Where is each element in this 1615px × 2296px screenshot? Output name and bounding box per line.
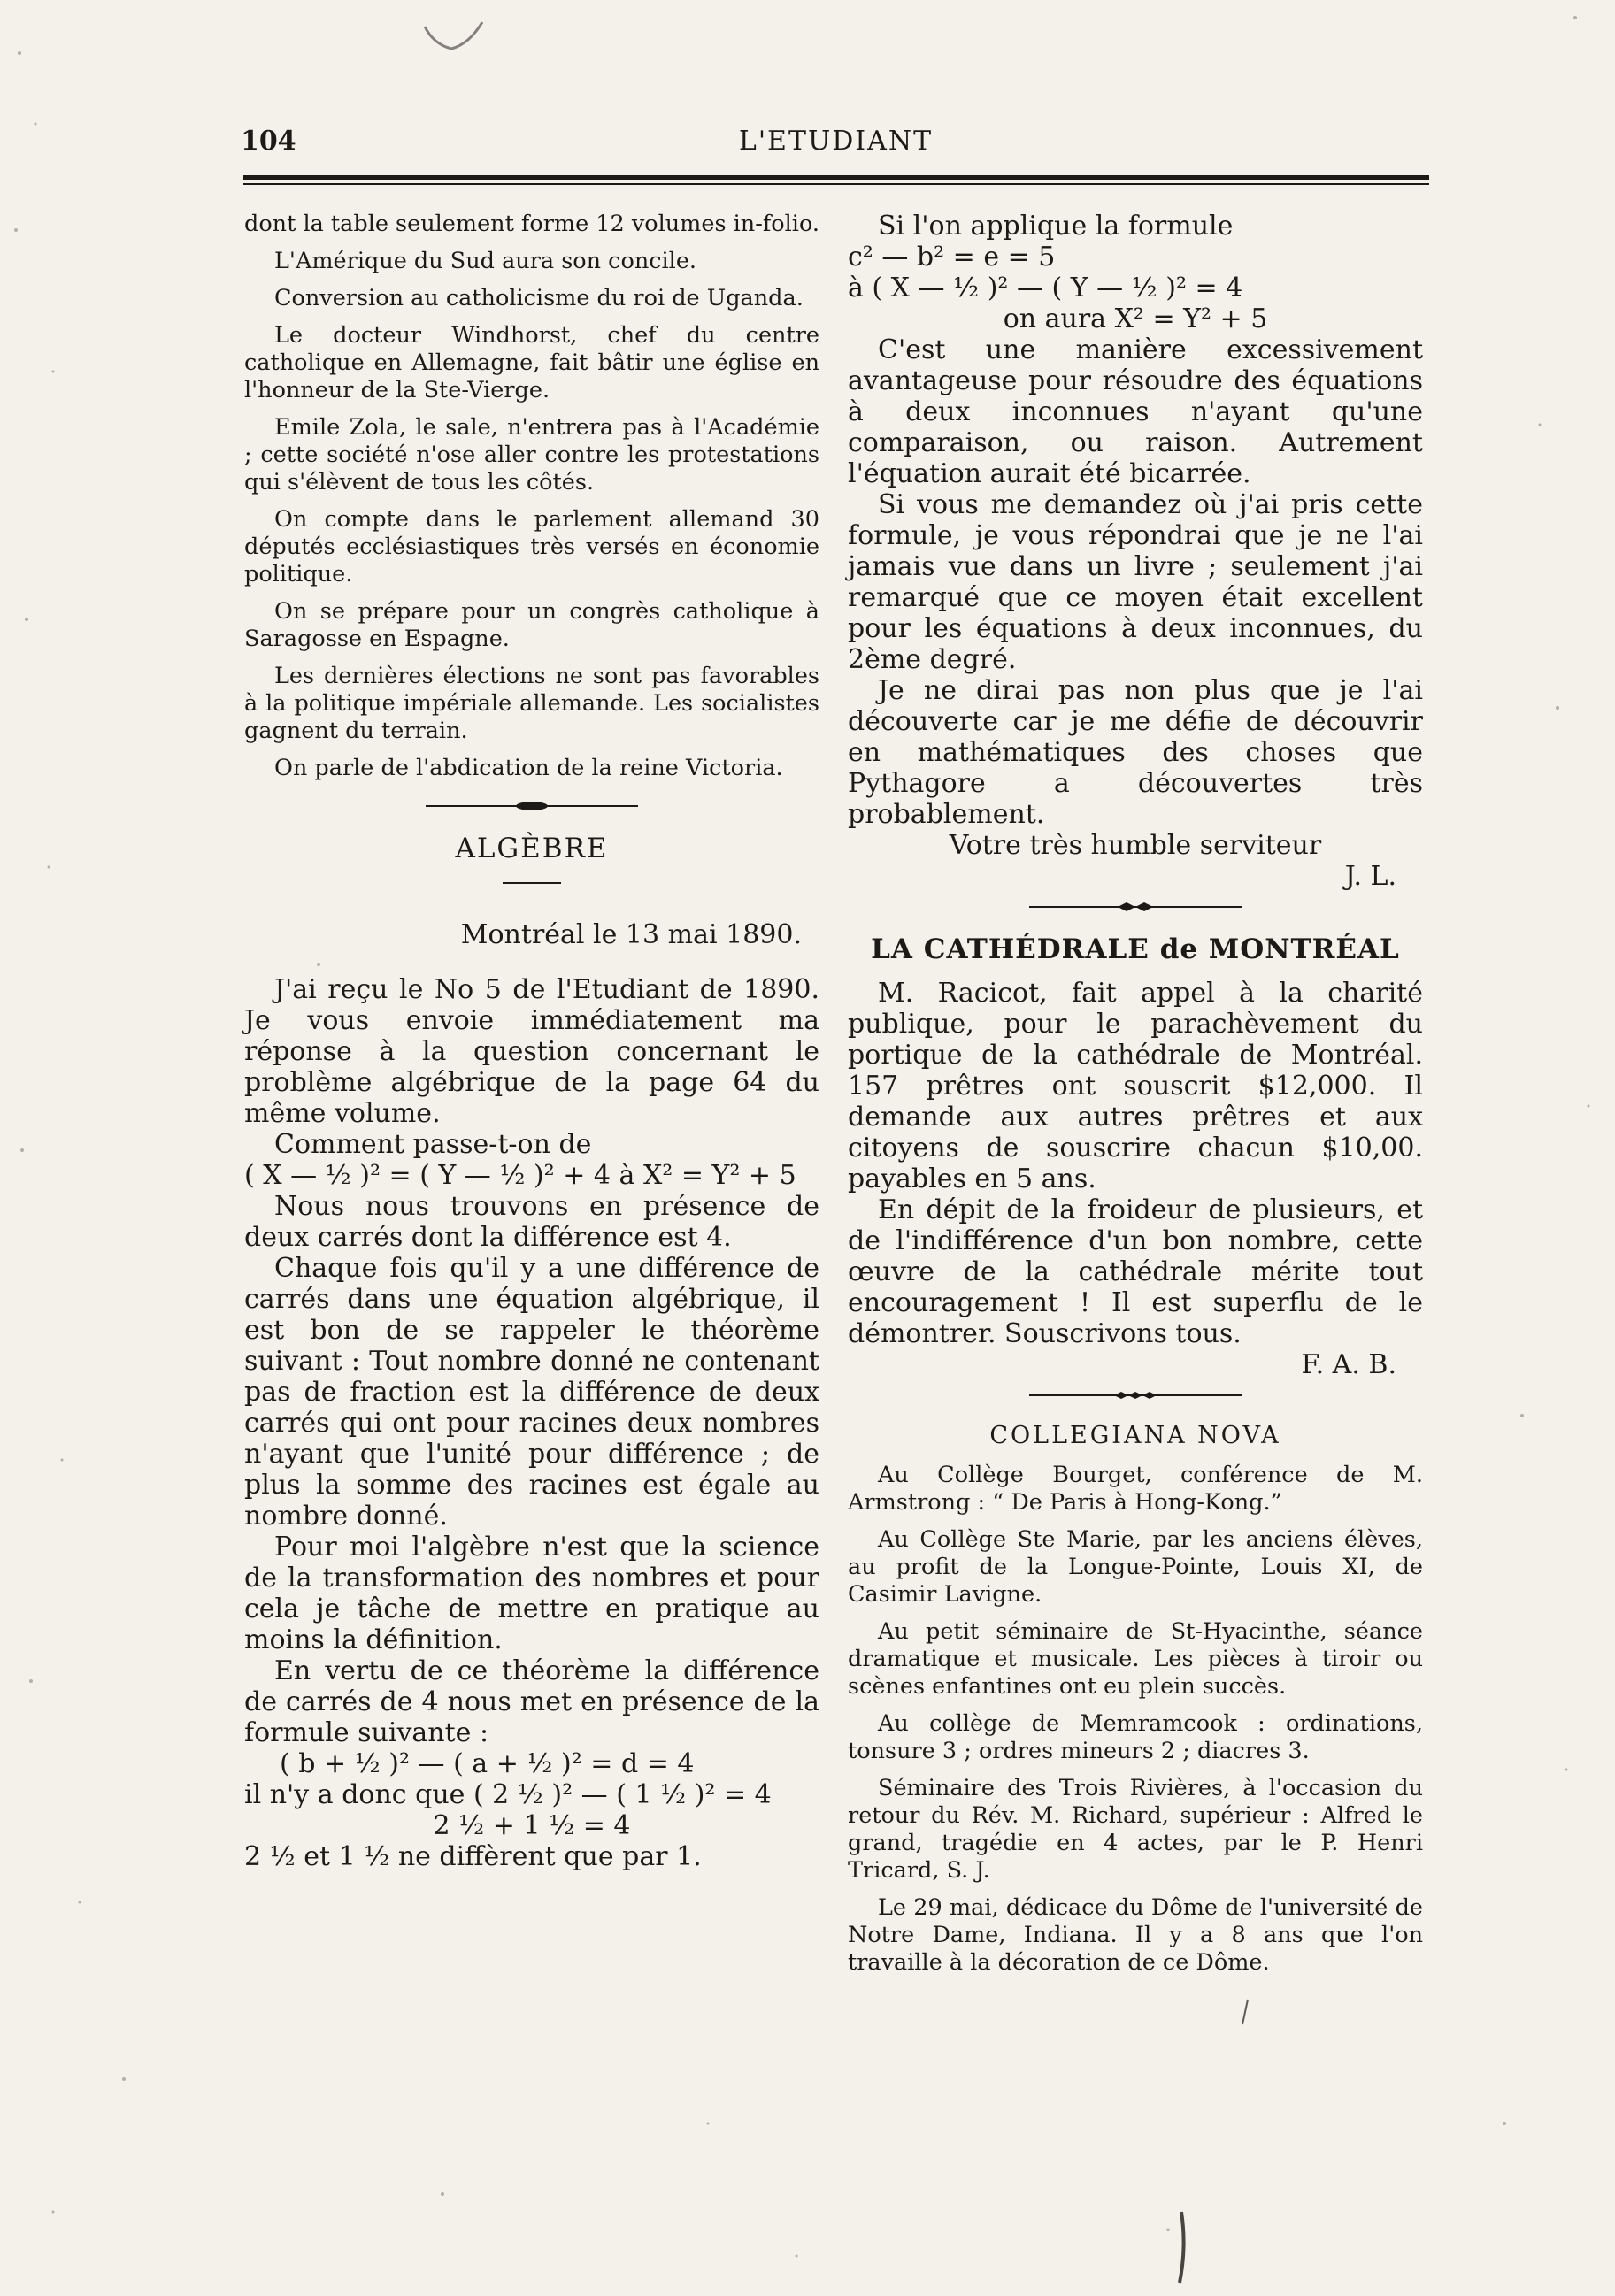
ornament-divider xyxy=(848,1381,1423,1411)
ornament-divider xyxy=(848,893,1423,923)
news-item: On se prépare pour un congrès catholique à Saragosse en Espagne. xyxy=(244,598,819,652)
equation: il n'y a donc que ( 2 ½ )² — ( 1 ½ )² = 4 xyxy=(244,1779,772,1810)
news-item: Au Collège Bourget, conférence de M. Armstrong : “ De Paris à Hong-Kong.” xyxy=(848,1462,1423,1516)
news-item: Séminaire des Trois Rivières, à l'occasion du retour du Rév. M. Richard, supérieur : Alfred le grand, tragédie en 4 actes, par le P. Henri Tricard, S. J. xyxy=(848,1775,1423,1884)
left-column xyxy=(244,211,819,1872)
news-item: Le 29 mai, dédicace du Dôme de l'université de Notre Dame, Indiana. Il y a 8 ans que l'on travaille à la décoration de ce Dôme. xyxy=(848,1894,1423,1976)
news-item: Le docteur Windhorst, chef du centre catholique en Allemagne, fait bâtir une église en l'honneur de la Ste-Vierge. xyxy=(244,322,819,403)
paragraph: En vertu de ce théorème la différence de carrés de 4 nous met en présence de la formule suivante : xyxy=(244,1655,819,1748)
signature: F. A. B. xyxy=(1301,1349,1396,1380)
news-item: Les dernières élections ne sont pas favorables à la politique impériale allemande. Les socialistes gagnent du terrain. xyxy=(244,663,819,744)
closing-line: Votre très humble serviteur xyxy=(949,830,1322,861)
paragraph: Nous nous trouvons en présence de deux carrés dont la différence est 4. xyxy=(244,1191,819,1253)
running-title: L'ETUDIANT xyxy=(738,126,934,157)
equation: ( b + ½ )² — ( a + ½ )² = d = 4 xyxy=(280,1748,695,1779)
news-item: Emile Zola, le sale, n'entrera pas à l'Académie ; cette société n'ose aller contre les protestations qui s'élèvent de tous les côtés. xyxy=(244,414,819,495)
paragraph: Si l'on applique la formule xyxy=(878,211,1234,242)
news-item: Au Collège Ste Marie, par les anciens élèves, au profit de la Longue-Pointe, Louis XI, de Casimir Lavigne. xyxy=(848,1526,1423,1608)
equation: ( X — ½ )² = ( Y — ½ )² + 4 à X² = Y² + 5 xyxy=(244,1160,796,1191)
letter-date: Montréal le 13 mai 1890. xyxy=(460,919,802,950)
news-item: Conversion au catholicisme du roi de Uganda. xyxy=(274,285,804,311)
ornament-divider xyxy=(244,792,819,822)
section-title-cathedrale: LA CATHÉDRALE de MONTRÉAL xyxy=(871,933,1400,965)
equation: à ( X — ½ )² — ( Y — ½ )² = 4 xyxy=(848,273,1243,303)
news-item: On parle de l'abdication de la reine Victoria. xyxy=(274,755,783,781)
equation: 2 ½ + 1 ½ = 4 xyxy=(433,1810,631,1841)
header-rule-thick xyxy=(243,175,1429,180)
section-title-algebre: ALGÈBRE xyxy=(455,833,609,864)
paragraph: M. Racicot, fait appel à la charité publique, pour le parachèvement du portique de la cathédrale de Montréal. 157 prêtres ont souscrit $12,000. Il demande aux autres prêtres et aux citoyens de souscrire chacun $10,00. payables en 5 ans. xyxy=(848,978,1423,1194)
page-number: 104 xyxy=(241,126,296,157)
short-rule xyxy=(503,882,561,884)
paragraph: Chaque fois qu'il y a une différence de carrés dans une équation algébrique, il est bon de se rappeler le théorème suivant : Tout nombre donné ne contenant pas de fraction est la différence de deux carrés qui ont pour racines deux nombres n'ayant que l'unité pour différence ; de plus la somme des racines est égale au nombre donné. xyxy=(244,1253,819,1532)
news-item: L'Amérique du Sud aura son concile. xyxy=(274,248,697,274)
news-item: Au petit séminaire de St-Hyacinthe, séance dramatique et musicale. Les pièces à tiroir ou scènes enfantines ont eu plein succès. xyxy=(848,1618,1423,1700)
paragraph: Pour moi l'algèbre n'est que la science de la transformation des nombres et pour cela je tâche de mettre en pratique au moins la définition. xyxy=(244,1532,819,1655)
page-header xyxy=(241,126,1431,170)
paragraph: Si vous me demandez où j'ai pris cette formule, je vous répondrai que je ne l'ai jamais vue dans un livre ; seulement j'ai remarqué que ce moyen était excellent pour les équations à deux inconnues, du 2ème degré. xyxy=(848,489,1423,675)
paragraph: J'ai reçu le No 5 de l'Etudiant de 1890. Je vous envoie immédiatement ma réponse à la question concernant le problème algébrique de la page 64 du même volume. xyxy=(244,974,819,1129)
paragraph: En dépit de la froideur de plusieurs, et de l'indifférence d'un bon nombre, cette œuvre de la cathédrale mérite tout encouragement ! Il est superflu de le démontrer. Souscrivons tous. xyxy=(848,1194,1423,1349)
signature: J. L. xyxy=(1344,861,1396,892)
equation: 2 ½ et 1 ½ ne diffèrent que par 1. xyxy=(244,1841,702,1872)
equation: c² — b² = e = 5 xyxy=(848,242,1056,273)
paragraph: Je ne dirai pas non plus que je l'ai découverte car je me défie de découvrir en mathématiques des choses que Pythagore a découvertes très probablement. xyxy=(848,675,1423,830)
equation: on aura X² = Y² + 5 xyxy=(1003,303,1268,334)
header-rule-thin xyxy=(243,183,1429,185)
news-item: On compte dans le parlement allemand 30 députés ecclésiastiques très versés en économie politique. xyxy=(244,506,819,587)
news-item: dont la table seulement forme 12 volumes in-folio. xyxy=(244,211,819,237)
right-column xyxy=(848,211,1423,1986)
paragraph: C'est une manière excessivement avantageuse pour résoudre des équations à deux inconnues n'ayant qu'une comparaison, ou raison. Autrement l'équation aurait été bicarrée. xyxy=(848,334,1423,489)
section-title-collegiana: COLLEGIANA NOVA xyxy=(989,1422,1281,1449)
news-item: Au collège de Memramcook : ordinations, tonsure 3 ; ordres mineurs 2 ; diacres 3. xyxy=(848,1710,1423,1764)
paragraph: Comment passe-t-on de xyxy=(274,1129,592,1160)
